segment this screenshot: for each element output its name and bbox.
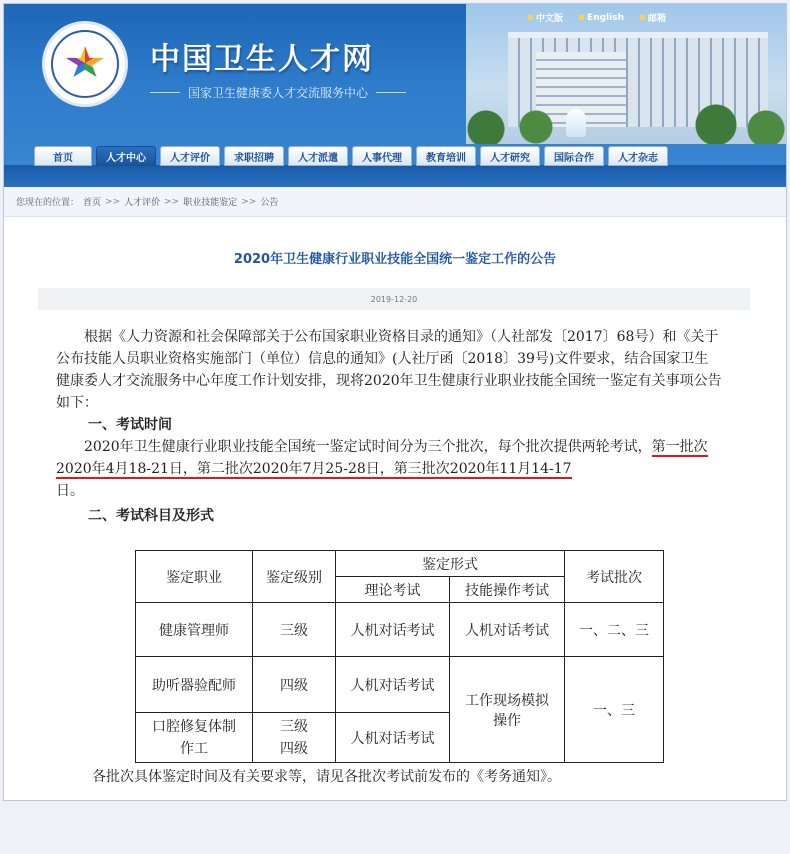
site-subtitle-text: 国家卫生健康委人才交流服务中心 [188,86,369,100]
exam-time-end: 日。 [56,483,84,499]
cell-theory: 人机对话考试 [336,603,450,657]
top-links [528,11,666,24]
bullet-icon [579,15,584,20]
exam-time-text: 2020年卫生健康行业职业技能全国统一鉴定试时间分为三个批次，每个批次提供两轮考试， [84,439,652,455]
breadcrumb-separator: >> [164,196,180,207]
top-link-label: English [587,12,624,23]
breadcrumb-prefix: 您现在的位置： [16,198,80,208]
divider [150,92,180,93]
page-frame [3,3,787,801]
cell-occupation: 助听器验配师 [136,657,253,713]
exam-dates-highlight: 第一批次2020年4月18-21日，第二批次2020年7月25-28日，第三批次2020年11月14-17 [56,439,708,477]
breadcrumb-home[interactable]: 首页 [83,198,102,208]
cell-occupation: 口腔修复体制作工 [136,713,253,763]
cell-level-b: 四级 [280,740,308,757]
bullet-icon [640,15,645,20]
cell-level: 四级 [253,657,336,713]
cell-theory: 人机对话考试 [336,657,450,713]
section-heading-subjects: 二、考试科目及形式 [88,508,214,524]
cell-level: 三级 [253,603,336,657]
site-title[interactable]: 中国卫生人才网 [150,42,374,77]
breadcrumb-separator: >> [241,196,257,207]
breadcrumb-notice[interactable]: 公告 [260,198,279,208]
nav-tab-personnel-agency[interactable]: 人事代理 [352,146,412,166]
breadcrumb [4,187,786,217]
publish-date-bar [38,288,750,310]
nav-tab-recruitment[interactable]: 求职招聘 [224,146,284,166]
article-body [56,326,722,527]
cell-level-a: 三级 [280,718,308,735]
header-skill: 技能操作考试 [450,577,565,603]
table-row [136,657,664,713]
bullet-icon [528,15,533,20]
exam-table [135,550,664,763]
divider [376,92,406,93]
cell-occupation: 健康管理师 [136,603,253,657]
top-link-label: 邮箱 [647,14,666,24]
main-nav [34,146,668,166]
cell-level [253,713,336,763]
nav-tab-education[interactable]: 教育培训 [416,146,476,166]
breadcrumb-skill-appraisal[interactable]: 职业技能鉴定 [183,198,238,208]
intro-paragraph: 根据《人力资源和社会保障部关于公布国家职业资格目录的通知》（人社部发〔2017〕68号）和《关于公布技能人员职业资格实施部门（单位）信息的通知》(人社厅函〔2018〕39号)文件要求，结合国家卫生健康委人才交流服务中心年度工作计划安排，现将2020年卫生健康行业职业技能全国统一鉴定有关事项公告如下： [56,329,722,411]
nav-tab-dispatch[interactable]: 人才派遣 [288,146,348,166]
article-title: 2020年卫生健康行业职业技能全国统一鉴定工作的公告 [233,252,557,267]
site-subtitle [150,84,406,101]
table-row [136,603,664,657]
header-theory: 理论考试 [336,577,450,603]
trees [466,99,786,144]
breadcrumb-talent-evaluation[interactable]: 人才评价 [124,198,161,208]
publish-date: 2019-12-20 [370,294,418,304]
breadcrumb-separator: >> [105,196,121,207]
exam-time-paragraph [56,436,722,502]
site-logo[interactable] [42,21,128,107]
nav-tab-research[interactable]: 人才研究 [480,146,540,166]
cell-batch: 一、三 [565,657,664,763]
nav-tab-talent-center[interactable]: 人才中心 [96,146,156,166]
footnote: 各批次具体鉴定时间及有关要求等，请见各批次考试前发布的《考务通知》。 [92,769,561,785]
building-photo [466,4,786,144]
cell-skill: 工作现场模拟操作 [450,657,565,763]
header-form: 鉴定形式 [336,551,565,577]
section-heading-exam-time: 一、考试时间 [88,417,172,433]
exam-table-wrap [135,550,664,763]
top-link-chinese[interactable] [528,11,563,24]
nav-tab-international[interactable]: 国际合作 [544,146,604,166]
cell-theory: 人机对话考试 [336,713,450,763]
header-occupation: 鉴定职业 [136,551,253,603]
cell-skill: 人机对话考试 [450,603,565,657]
nav-tab-talent-evaluation[interactable]: 人才评价 [160,146,220,166]
header-batch: 考试批次 [565,551,664,603]
site-header [4,4,786,187]
nav-bar [4,165,786,187]
cell-batch: 一、二、三 [565,603,664,657]
fountain [566,109,586,137]
top-link-english[interactable] [579,11,624,24]
top-link-label: 中文版 [536,14,564,24]
header-level: 鉴定级别 [253,551,336,603]
table-header-row [136,551,664,577]
nav-tab-home[interactable]: 首页 [34,146,92,166]
top-link-mail[interactable] [640,11,666,24]
nav-tab-magazine[interactable]: 人才杂志 [608,146,668,166]
